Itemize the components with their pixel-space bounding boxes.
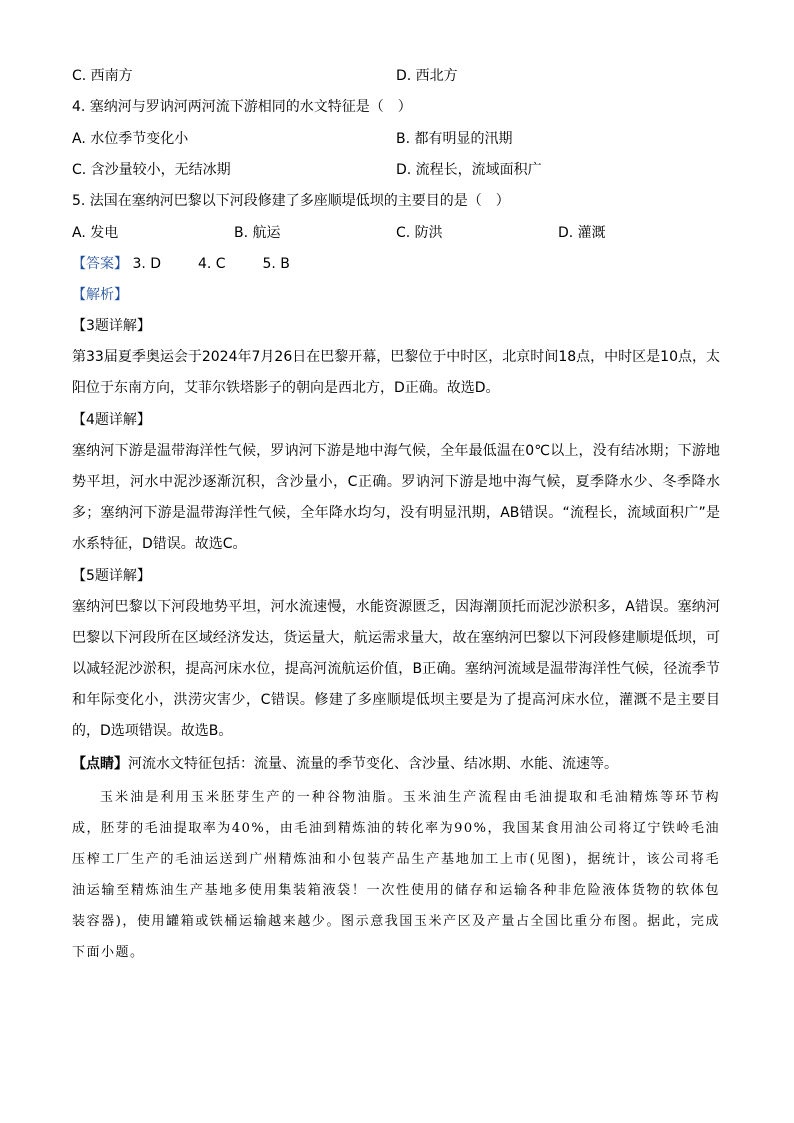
q5-option-a: A. 发电	[72, 225, 119, 241]
q4-stem: 4. 塞纳河与罗讷河两河流下游相同的水文特征是（ ）	[72, 99, 412, 115]
q4-detail-text: 塞纳河下游是温带海洋性气候，罗讷河下游是地中海气候，全年最低温在0℃以上，没有结冰期；下游地势平坦，河水中泥沙逐渐沉积，含沙量小，C正确。罗讷河下游是地中海气候，夏季降水少、冬季降水多；塞纳河下游是温带海洋性气候，全年降水均匀，没有明显汛期，AB错误。“流程长，流域面积广”是水系特征，D错误。故选C。	[72, 443, 720, 552]
q3-detail-heading: 【3题详解】	[72, 318, 151, 334]
q4-option-b: B. 都有明显的汛期	[396, 131, 513, 147]
q5-detail-heading: 【5题详解】	[72, 568, 151, 584]
q3-option-d: D. 西北方	[396, 68, 458, 84]
answer-row	[72, 255, 290, 273]
answer-item: 3. D	[132, 256, 162, 272]
q5-option-b: B. 航运	[234, 225, 281, 241]
answer-item: 4. C	[197, 256, 226, 272]
analysis-label: 【解析】	[72, 287, 128, 303]
tip-label: 【点睛】	[72, 756, 128, 772]
q4-option-c: C. 含沙量较小，无结冰期	[72, 162, 231, 178]
q3-detail-text: 第33届夏季奥运会于2024年7月26日在巴黎开幕，巴黎位于中时区，北京时间18点，中时区是10点，太阳位于东南方向，艾菲尔铁塔影子的朝向是西北方，D正确。故选D。	[72, 349, 720, 396]
q5-detail-text: 塞纳河巴黎以下河段地势平坦，河水流速慢，水能资源匮乏，因海潮顶托而泥沙淤积多，A错误。塞纳河巴黎以下河段所在区域经济发达，货运量大，航运需求量大，故在塞纳河巴黎以下河段修建顺堤低坝，可以减轻泥沙淤积，提高河床水位，提高河流航运价值，B正确。塞纳河流域是温带海洋性气候，径流季节和年际变化小，洪涝灾害少，C错误。修建了多座顺堤低坝主要是为了提高河床水位，灌溉不是主要目的，D选项错误。故选B。	[72, 599, 720, 739]
reading-passage: 玉米油是利用玉米胚芽生产的一种谷物油脂。玉米油生产流程由毛油提取和毛油精炼等环节构成，胚芽的毛油提取率为40%，由毛油到精炼油的转化率为90%，我国某食用油公司将辽宁铁岭毛油压榨工厂生产的毛油运送到广州精炼油和小包装产品生产基地加工上市(见图)，据统计，该公司将毛油运输至精炼油生产基地多使用集装箱液袋！一次性使用的储存和运输各种非危险液体货物的软体包装容器)，使用罐箱或铁桶运输越来越少。图示意我国玉米产区及产量占全国比重分布图。据此，完成下面小题。	[72, 790, 720, 960]
answer-item: 5. B	[262, 256, 290, 272]
tip-text: 河流水文特征包括：流量、流量的季节变化、含沙量、结冰期、水能、流速等。	[128, 756, 618, 772]
q4-detail-heading: 【4题详解】	[72, 412, 151, 428]
answer-label: 【答案】	[72, 256, 128, 272]
q5-option-d: D. 灌溉	[558, 225, 606, 241]
q4-option-a: A. 水位季节变化小	[72, 131, 189, 147]
q5-option-c: C. 防洪	[396, 225, 443, 241]
q3-option-c: C. 西南方	[72, 68, 133, 84]
tip-row	[72, 755, 618, 773]
q5-stem: 5. 法国在塞纳河巴黎以下河段修建了多座顺堤低坝的主要目的是（ ）	[72, 193, 510, 209]
q4-option-d: D. 流程长，流域面积广	[396, 162, 542, 178]
